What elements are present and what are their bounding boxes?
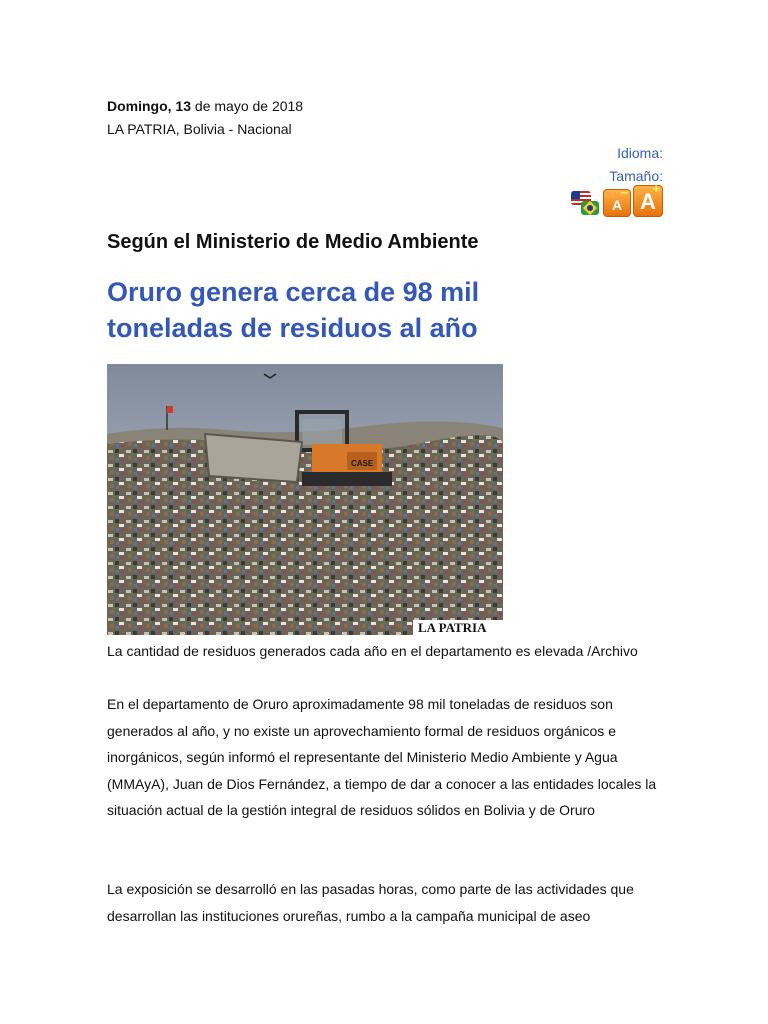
size-label[interactable]: Tamaño:: [609, 168, 663, 184]
dateline-date: de mayo de 2018: [191, 98, 304, 114]
language-flags-icon[interactable]: [571, 189, 601, 217]
brazil-flag-icon[interactable]: [581, 201, 599, 215]
article-paragraph: En el departamento de Oruro aproximadamente 98 mil toneladas de residuos son generados al año, y no existe un aprovechamiento formal de residuos orgánicos e inorgánicos, según informó el representante del Ministerio Medio Ambiente y Agua (MMAyA), Juan de Dios Fernández, a tiempo de dar a conocer a las entidades locales la situación actual de la gestión integral de residuos sólidos en Bolivia y de Oruro: [107, 696, 657, 818]
decrease-font-button[interactable]: [603, 185, 631, 217]
source-line: LA PATRIA, Bolivia - Nacional: [107, 121, 292, 137]
reader-tools: [571, 181, 663, 217]
decrease-font-label: A: [611, 197, 623, 213]
language-label[interactable]: Idioma:: [617, 145, 663, 161]
svg-text:CASE: CASE: [351, 459, 374, 468]
photo-watermark: LA PATRIA: [418, 620, 487, 635]
article-kicker: Según el Ministerio de Medio Ambiente: [107, 231, 479, 253]
increase-font-label: A: [640, 189, 656, 214]
plus-icon: +: [652, 181, 660, 196]
dateline-day: Domingo, 13: [107, 98, 192, 114]
increase-font-button[interactable]: [633, 181, 663, 217]
article-headline: Oruro genera cerca de 98 mil toneladas de residuos al año: [107, 277, 480, 343]
article-photo: [107, 364, 503, 635]
article-paragraph: La exposición se desarrolló en las pasadas horas, como parte de las actividades que desarrollan las instituciones orureñas, rumbo a la campaña municipal de aseo: [107, 881, 634, 924]
dateline: [107, 96, 303, 116]
photo-caption: La cantidad de residuos generados cada año en el departamento es elevada /Archivo: [107, 643, 638, 659]
minus-icon: −: [620, 185, 628, 200]
